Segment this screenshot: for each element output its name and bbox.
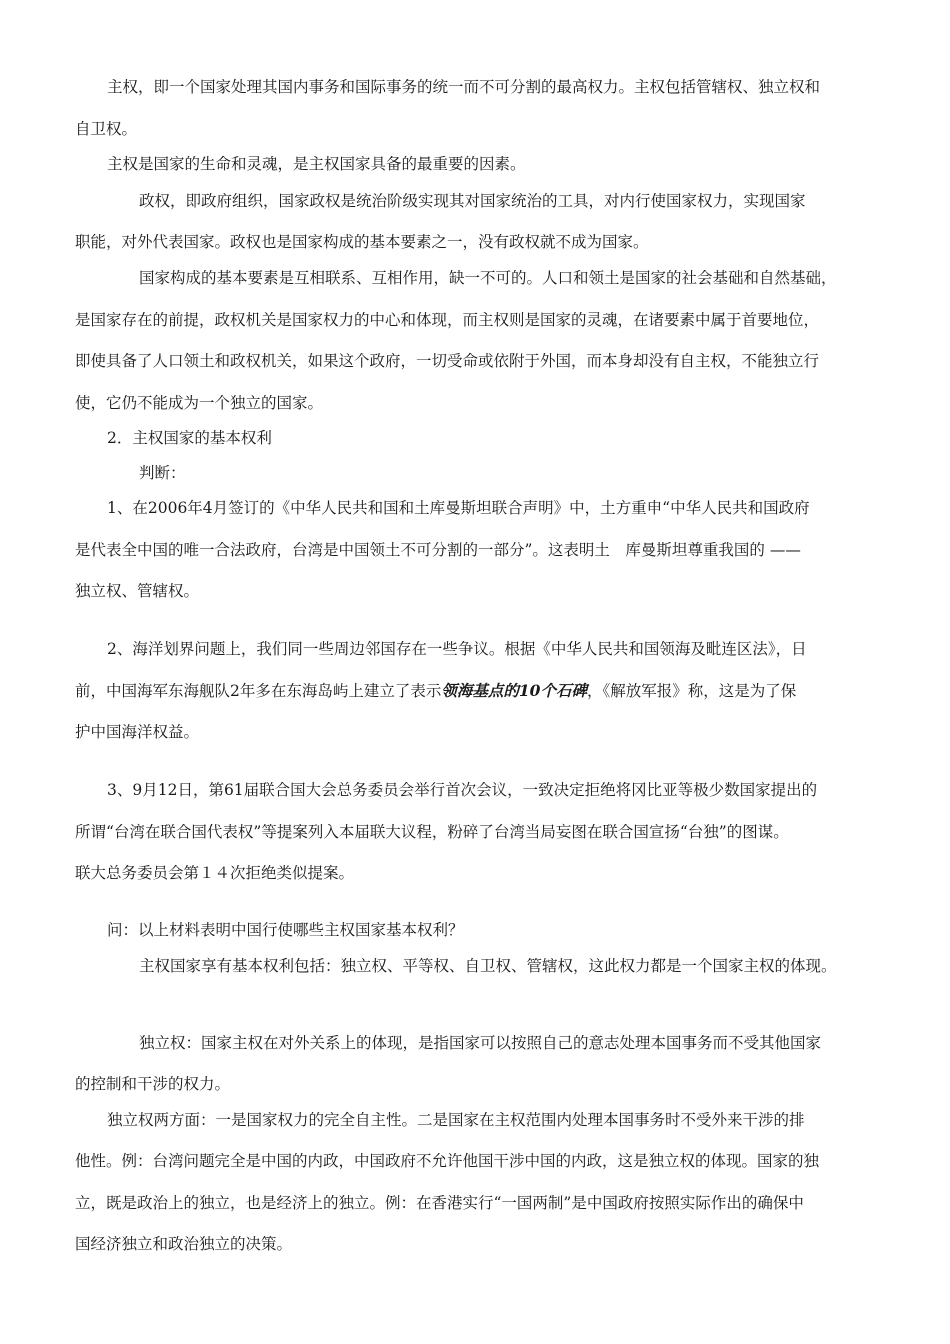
- judge-label: 判断：: [139, 464, 186, 482]
- case-2-line-3: 护中国海洋权益。: [75, 723, 200, 741]
- case-2-line-2: [75, 682, 796, 701]
- independence-aspects-line-3: 立，既是政治上的独立，也是经济上的独立。例：在香港实行“一国两制”是中国政府按照实际作出的确保中: [75, 1194, 804, 1212]
- independence-aspects-line-4: 国经济独立和政治独立的决策。: [75, 1235, 293, 1253]
- elements-paragraph-line-3: 即使具备了人口领土和政权机关，如果这个政府，一切受命或依附于外国，而本身却没有自主权，不能独立行: [75, 352, 820, 370]
- question-line: 问：以上材料表明中国行使哪些主权国家基本权利？: [107, 921, 464, 939]
- case-2-text-a: 前，中国海军东海舰队2年多在东海岛屿上建立了表示: [75, 682, 442, 700]
- independence-aspects-line-1: 独立权两方面：一是国家权力的完全自主性。二是国家在主权范围内处理本国事务时不受外来干涉的排: [107, 1111, 805, 1129]
- sovereignty-definition-line-2: 自卫权。: [75, 120, 138, 138]
- answer-line: 主权国家享有基本权利包括：独立权、平等权、自卫权、管辖权，这此权力都是一个国家主权的体现。: [139, 957, 837, 975]
- regime-definition-line-1: 政权，即政府组织，国家政权是统治阶级实现其对国家统治的工具，对内行使国家权力，实现国家: [139, 192, 806, 210]
- case-1-line-3: 独立权、管辖权。: [75, 582, 200, 600]
- case-3-line-3: 联大总务委员会第１４次拒绝类似提案。: [75, 864, 355, 882]
- elements-paragraph-line-4: 使，它仍不能成为一个独立的国家。: [75, 394, 324, 412]
- case-2-line-1: 2、海洋划界问题上，我们同一些周边邻国存在一些争议。根据《中华人民共和国领海及毗连区法》，日: [107, 640, 807, 658]
- case-1-line-2: 是代表全中国的唯一合法政府，台湾是中国领土不可分割的一部分”。这表明土 库曼斯坦尊重我国的 ——: [75, 541, 801, 559]
- elements-paragraph-line-2: 是国家存在的前提，政权机关是国家权力的中心和体现，而主权则是国家的灵魂，在诸要素中属于首要地位，: [75, 311, 820, 329]
- sovereignty-definition-line-1: 主权，即一个国家处理其国内事务和国际事务的统一而不可分割的最高权力。主权包括管辖权、独立权和: [107, 78, 821, 96]
- case-1-line-1: 1、在2006年4月签订的《中华人民共和国和土库曼斯坦联合声明》中，土方重申“中华人民共和国政府: [107, 499, 810, 517]
- regime-definition-line-2: 职能，对外代表国家。政权也是国家构成的基本要素之一，没有政权就不成为国家。: [75, 233, 649, 251]
- elements-paragraph-line-1: 国家构成的基本要素是互相联系、互相作用，缺一不可的。人口和领土是国家的社会基础和自然基础，: [139, 269, 837, 287]
- case-3-line-1: 3、9月12日，第61届联合国大会总务委员会举行首次会议，一致决定拒绝将冈比亚等极少数国家提出的: [107, 781, 818, 799]
- sovereignty-soul-line: 主权是国家的生命和灵魂，是主权国家具备的最重要的因素。: [107, 155, 526, 173]
- independence-definition-line-2: 的控制和干涉的权力。: [75, 1075, 231, 1093]
- independence-aspects-line-2: 他性。例：台湾问题完全是中国的内政，中国政府不允许他国干涉中国的内政，这是独立权的体现。国家的独: [75, 1152, 820, 1170]
- case-2-emphasis: 领海基点的10个石碑: [441, 681, 587, 700]
- case-3-line-2: 所谓“台湾在联合国代表权”等提案列入本届联大议程，粉碎了台湾当局妄图在联合国宣扬“台独”的图谋。: [75, 823, 789, 841]
- section-heading: 2．主权国家的基本权利: [107, 429, 272, 447]
- case-2-text-c: ，《解放军报》称，这是为了保: [586, 682, 797, 700]
- independence-definition-line-1: 独立权：国家主权在对外关系上的体现，是指国家可以按照自己的意志处理本国事务而不受其他国家: [139, 1034, 822, 1052]
